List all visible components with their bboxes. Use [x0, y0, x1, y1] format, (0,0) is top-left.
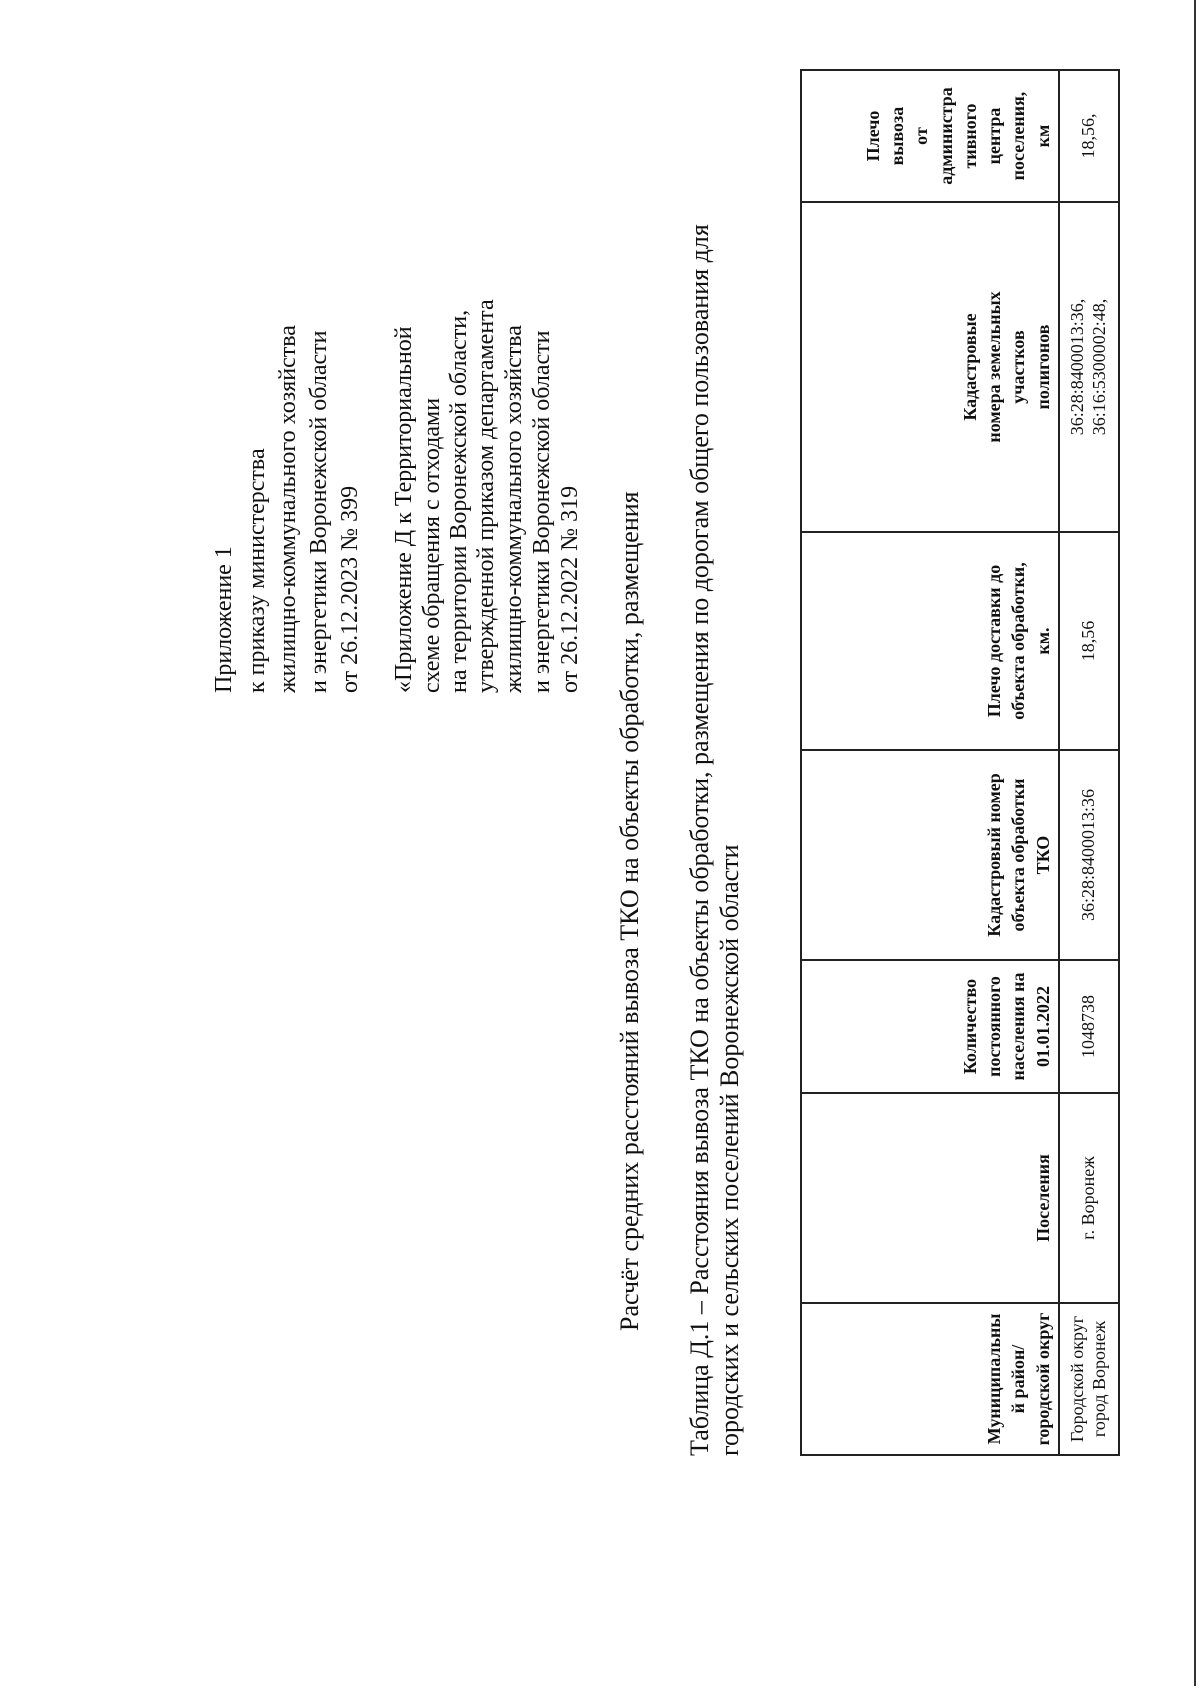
header-population: Количество постоянного населения на 01.01.2022	[801, 960, 1059, 1093]
cell-landfill-cadastral: 36:28:8400013:36, 36:16:5300002:48,	[1059, 202, 1119, 532]
reference-date: от 26.12.2022 № 319	[557, 485, 583, 693]
table-header-row	[801, 70, 1059, 1455]
header-processing-cadastral: Кадастровый номер объекта обработки ТКО	[801, 750, 1059, 960]
reference-line: «Приложение Д к Территориальной	[391, 326, 417, 693]
reference-line: схеме обращения с отходами	[419, 397, 445, 693]
header-landfill-cadastral: Кадастровые номера земельных участков полигонов	[801, 202, 1059, 532]
approval-line: и энергетики Воронежской области	[306, 330, 332, 693]
header-district: Муниципальны й район/ городской округ	[801, 1303, 1059, 1455]
page-edge-rule	[1194, 0, 1196, 1686]
approval-line: Приложение 1	[211, 546, 237, 693]
cell-processing-cadastral: 36:28:8400013:36	[1059, 750, 1119, 960]
approval-line: к приказу министерства	[244, 448, 270, 693]
cell-settlement: г. Воронеж	[1059, 1093, 1119, 1303]
reference-line: на территории Воронежской области,	[446, 309, 472, 693]
table-row	[1059, 70, 1119, 1455]
cell-admin-distance: 18,56,	[1059, 70, 1119, 202]
header-processing-distance: Плечо доставки до объекта обработки, км.	[801, 532, 1059, 750]
distance-table	[800, 69, 1120, 1456]
page-heading: Расчёт средних расстояний вывоза ТКО на объекты обработки, размещения	[615, 491, 644, 1331]
approval-date: от 26.12.2023 № 399	[337, 485, 363, 693]
cell-population: 1048738	[1059, 960, 1119, 1093]
reference-line: жилищно-коммунального хозяйства	[501, 325, 527, 693]
cell-processing-distance: 18,56	[1059, 532, 1119, 750]
cell-district: Городской округ город Воронеж	[1059, 1303, 1119, 1455]
reference-line: утвержденной приказом департамента	[473, 299, 499, 693]
table-caption-line1: Таблица Д.1 – Расстояния вывоза ТКО на объекты обработки, размещения по дорогам общего пользования для	[685, 224, 714, 1456]
approval-line: жилищно-коммунального хозяйства	[275, 325, 301, 693]
header-settlement: Поселения	[801, 1093, 1059, 1303]
header-admin-distance: Плечо вывоза от администра тивного центра поселения, км	[801, 70, 1059, 202]
table-caption-line2: городских и сельских поселений Воронежской области	[715, 844, 744, 1456]
reference-line: и энергетики Воронежской области	[529, 330, 555, 693]
